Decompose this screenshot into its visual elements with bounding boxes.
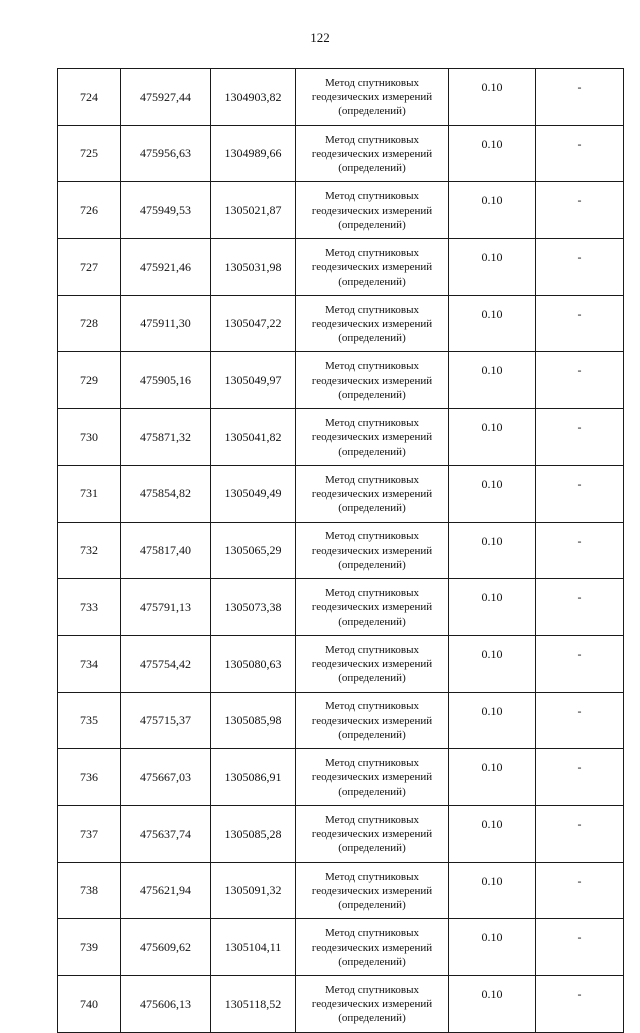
method-line: (определений) <box>338 729 406 742</box>
method-line: Метод спутниковых <box>325 76 419 89</box>
note-cell: - <box>536 295 624 352</box>
table-row <box>58 239 624 296</box>
point-number-cell: 732 <box>58 522 121 579</box>
note-cell: - <box>536 409 624 466</box>
method-cell <box>296 125 449 182</box>
note-cell: - <box>536 805 624 862</box>
x-coordinate-cell: 475817,40 <box>121 522 211 579</box>
y-coordinate-cell: 1305021,87 <box>211 182 296 239</box>
method-line: (определений) <box>338 672 406 685</box>
method-line: геодезических измерений <box>311 261 433 274</box>
y-coordinate-cell: 1304903,82 <box>211 69 296 126</box>
table-row <box>58 352 624 409</box>
method-cell <box>296 182 449 239</box>
method-line: Метод спутниковых <box>325 983 419 996</box>
accuracy-cell: 0.10 <box>449 522 536 579</box>
note-cell: - <box>536 635 624 692</box>
point-number-cell: 728 <box>58 295 121 352</box>
method-line: (определений) <box>338 445 406 458</box>
note-cell: - <box>536 976 624 1033</box>
accuracy-cell: 0.10 <box>449 976 536 1033</box>
method-cell <box>296 409 449 466</box>
method-line: (определений) <box>338 275 406 288</box>
point-number-cell: 724 <box>58 69 121 126</box>
table-row <box>58 976 624 1033</box>
x-coordinate-cell: 475609,62 <box>121 919 211 976</box>
method-line: Метод спутниковых <box>325 927 419 940</box>
table-row <box>58 635 624 692</box>
table-row <box>58 182 624 239</box>
table-row <box>58 465 624 522</box>
method-cell <box>296 862 449 919</box>
point-number-cell: 730 <box>58 409 121 466</box>
accuracy-cell: 0.10 <box>449 409 536 466</box>
note-cell: - <box>536 862 624 919</box>
method-cell <box>296 522 449 579</box>
note-cell: - <box>536 125 624 182</box>
method-cell <box>296 805 449 862</box>
x-coordinate-cell: 475754,42 <box>121 635 211 692</box>
method-line: Метод спутниковых <box>325 530 419 543</box>
method-line: Метод спутниковых <box>325 190 419 203</box>
table-row <box>58 749 624 806</box>
method-line: геодезических измерений <box>311 771 433 784</box>
method-line: геодезических измерений <box>311 374 433 387</box>
page-number: 122 <box>310 30 330 45</box>
accuracy-cell: 0.10 <box>449 919 536 976</box>
point-number-cell: 733 <box>58 579 121 636</box>
accuracy-cell: 0.10 <box>449 635 536 692</box>
note-cell: - <box>536 522 624 579</box>
table-row <box>58 692 624 749</box>
method-line: геодезических измерений <box>311 544 433 557</box>
method-cell <box>296 69 449 126</box>
table-row <box>58 125 624 182</box>
point-number-cell: 737 <box>58 805 121 862</box>
y-coordinate-cell: 1305085,98 <box>211 692 296 749</box>
method-line: Метод спутниковых <box>325 643 419 656</box>
note-cell: - <box>536 182 624 239</box>
point-number-cell: 729 <box>58 352 121 409</box>
accuracy-cell: 0.10 <box>449 465 536 522</box>
note-cell: - <box>536 749 624 806</box>
point-number-cell: 735 <box>58 692 121 749</box>
point-number-cell: 725 <box>58 125 121 182</box>
x-coordinate-cell: 475949,53 <box>121 182 211 239</box>
method-line: геодезических измерений <box>311 488 433 500</box>
method-line: (определений) <box>338 388 406 401</box>
method-line: геодезических измерений <box>311 317 433 330</box>
table-row <box>58 409 624 466</box>
note-cell: - <box>536 465 624 522</box>
method-line: Метод спутниковых <box>325 700 419 713</box>
note-cell: - <box>536 239 624 296</box>
note-cell: - <box>536 692 624 749</box>
method-line: геодезических измерений <box>311 828 433 841</box>
method-line: геодезических измерений <box>311 658 433 671</box>
coordinates-table-body <box>58 69 624 1033</box>
point-number-cell: 726 <box>58 182 121 239</box>
method-line: (определений) <box>338 502 406 515</box>
x-coordinate-cell: 475921,46 <box>121 239 211 296</box>
y-coordinate-cell: 1305049,97 <box>211 352 296 409</box>
method-line: Метод спутниковых <box>325 417 419 430</box>
method-line: Метод спутниковых <box>325 473 419 486</box>
x-coordinate-cell: 475911,30 <box>121 295 211 352</box>
y-coordinate-cell: 1305031,98 <box>211 239 296 296</box>
method-line: геодезических измерений <box>311 941 433 954</box>
table-row <box>58 919 624 976</box>
method-cell <box>296 352 449 409</box>
accuracy-cell: 0.10 <box>449 749 536 806</box>
point-number-cell: 738 <box>58 862 121 919</box>
table-row <box>58 579 624 636</box>
table-row <box>58 522 624 579</box>
method-line: геодезических измерений <box>311 147 433 160</box>
method-line: геодезических измерений <box>311 998 433 1011</box>
accuracy-cell: 0.10 <box>449 692 536 749</box>
method-cell <box>296 692 449 749</box>
method-line: Метод спутниковых <box>325 587 419 600</box>
point-number-cell: 731 <box>58 465 121 522</box>
method-cell <box>296 465 449 522</box>
note-cell: - <box>536 352 624 409</box>
note-cell: - <box>536 919 624 976</box>
y-coordinate-cell: 1304989,66 <box>211 125 296 182</box>
method-line: (определений) <box>338 899 406 912</box>
method-line: (определений) <box>338 955 406 968</box>
method-line: геодезических измерений <box>311 91 433 104</box>
method-line: геодезических измерений <box>311 714 433 727</box>
x-coordinate-cell: 475854,82 <box>121 465 211 522</box>
note-cell: - <box>536 579 624 636</box>
method-cell <box>296 976 449 1033</box>
method-line: (определений) <box>338 1012 406 1025</box>
accuracy-cell: 0.10 <box>449 579 536 636</box>
x-coordinate-cell: 475927,44 <box>121 69 211 126</box>
accuracy-cell: 0.10 <box>449 352 536 409</box>
accuracy-cell: 0.10 <box>449 805 536 862</box>
method-line: (определений) <box>338 785 406 798</box>
x-coordinate-cell: 475715,37 <box>121 692 211 749</box>
note-cell: - <box>536 69 624 126</box>
y-coordinate-cell: 1305086,91 <box>211 749 296 806</box>
method-cell <box>296 579 449 636</box>
accuracy-cell: 0.10 <box>449 182 536 239</box>
method-line: геодезических измерений <box>311 431 433 444</box>
y-coordinate-cell: 1305049,49 <box>211 465 296 522</box>
point-number-cell: 739 <box>58 919 121 976</box>
y-coordinate-cell: 1305073,38 <box>211 579 296 636</box>
method-line: Метод спутниковых <box>325 360 419 373</box>
y-coordinate-cell: 1305104,11 <box>211 919 296 976</box>
method-line: (определений) <box>338 162 406 175</box>
method-line: Метод спутниковых <box>325 813 419 826</box>
accuracy-cell: 0.10 <box>449 862 536 919</box>
point-number-cell: 727 <box>58 239 121 296</box>
method-cell <box>296 635 449 692</box>
method-line: Метод спутниковых <box>325 303 419 316</box>
table-row <box>58 805 624 862</box>
x-coordinate-cell: 475791,13 <box>121 579 211 636</box>
point-number-cell: 740 <box>58 976 121 1033</box>
y-coordinate-cell: 1305080,63 <box>211 635 296 692</box>
method-cell <box>296 295 449 352</box>
x-coordinate-cell: 475956,63 <box>121 125 211 182</box>
method-cell <box>296 749 449 806</box>
accuracy-cell: 0.10 <box>449 69 536 126</box>
table-row <box>58 862 624 919</box>
x-coordinate-cell: 475637,74 <box>121 805 211 862</box>
x-coordinate-cell: 475667,03 <box>121 749 211 806</box>
method-line: (определений) <box>338 332 406 345</box>
y-coordinate-cell: 1305041,82 <box>211 409 296 466</box>
method-line: (определений) <box>338 105 406 118</box>
x-coordinate-cell: 475606,13 <box>121 976 211 1033</box>
method-cell <box>296 919 449 976</box>
point-number-cell: 736 <box>58 749 121 806</box>
accuracy-cell: 0.10 <box>449 295 536 352</box>
method-line: Метод спутниковых <box>325 870 419 883</box>
coordinates-table <box>57 68 624 1033</box>
method-line: (определений) <box>338 842 406 855</box>
method-line: геодезических измерений <box>311 601 433 614</box>
method-line: геодезических измерений <box>311 204 433 217</box>
y-coordinate-cell: 1305118,52 <box>211 976 296 1033</box>
method-line: (определений) <box>338 558 406 571</box>
method-line: Метод спутниковых <box>325 133 419 146</box>
table-row <box>58 69 624 126</box>
y-coordinate-cell: 1305091,32 <box>211 862 296 919</box>
x-coordinate-cell: 475621,94 <box>121 862 211 919</box>
method-line: (определений) <box>338 615 406 628</box>
accuracy-cell: 0.10 <box>449 239 536 296</box>
point-number-cell: 734 <box>58 635 121 692</box>
method-line: геодезических измерений <box>311 884 433 897</box>
y-coordinate-cell: 1305085,28 <box>211 805 296 862</box>
method-line: Метод спутниковых <box>325 246 419 259</box>
x-coordinate-cell: 475871,32 <box>121 409 211 466</box>
y-coordinate-cell: 1305047,22 <box>211 295 296 352</box>
table-row <box>58 295 624 352</box>
accuracy-cell: 0.10 <box>449 125 536 182</box>
method-line: Метод спутниковых <box>325 757 419 770</box>
method-line: (определений) <box>338 218 406 231</box>
method-cell <box>296 239 449 296</box>
y-coordinate-cell: 1305065,29 <box>211 522 296 579</box>
x-coordinate-cell: 475905,16 <box>121 352 211 409</box>
